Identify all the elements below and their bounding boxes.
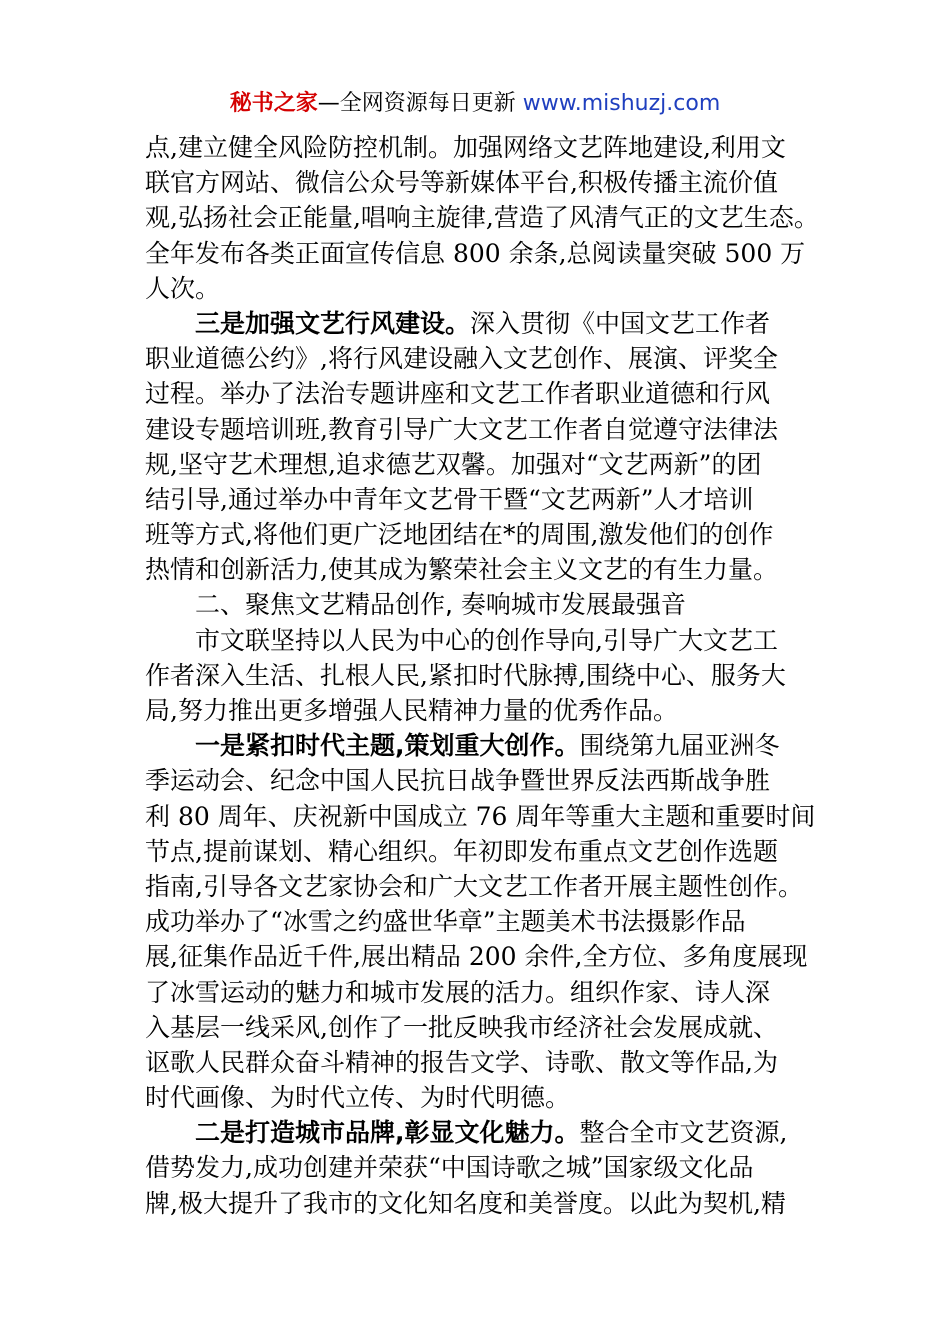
text-run: 成功举办了“冰雪之约盛世华章”主题美术书法摄影作品 xyxy=(145,907,746,937)
text-line xyxy=(145,658,813,693)
text-run: 时代画像、为时代立传、为时代明德。 xyxy=(145,1083,571,1113)
header-brand: 秘书之家 xyxy=(229,91,318,116)
text-line xyxy=(145,376,813,411)
text-run: 深入贯彻《中国文艺工作者 xyxy=(470,308,771,338)
text-line xyxy=(145,799,816,834)
text-line xyxy=(145,1080,813,1115)
text-run: 观,弘扬社会正能量,唱响主旋律,营造了风清气正的文艺生态。 xyxy=(145,203,819,233)
text-line xyxy=(145,552,813,587)
text-run: 讴歌人民群众奋斗精神的报告文学、诗歌、散文等作品,为 xyxy=(145,1047,778,1077)
text-run: 结引导,通过举办中青年文艺骨干暨“文艺两新”人才培训 xyxy=(145,484,754,514)
bold-lead-phrase: 一是紧扣时代主题,策划重大创作。 xyxy=(195,731,580,761)
bold-lead-phrase: 二是打造城市品牌,彰显文化魅力。 xyxy=(195,1118,580,1148)
text-run: 借势发力,成功创建并荣获“中国诗歌之城”国家级文化品 xyxy=(145,1153,754,1183)
text-run: 整合全市文艺资源, xyxy=(579,1118,788,1148)
text-run: 了冰雪运动的魅力和城市发展的活力。组织作家、诗人深 xyxy=(145,977,771,1007)
text-run: 二、聚焦文艺精品创作, 奏响城市发展最强音 xyxy=(195,590,686,620)
text-run: 季运动会、纪念中国人民抗日战争暨世界反法西斯战争胜 xyxy=(145,766,771,796)
text-run: 入基层一线采风,创作了一批反映我市经济社会发展成就、 xyxy=(145,1012,778,1042)
text-run: 作者深入生活、扎根人民,紧扣时代脉搏,围绕中心、服务大 xyxy=(145,660,786,690)
text-line xyxy=(145,693,813,728)
text-run: 职业道德公约》,将行风建设融入文艺创作、展演、评奖全 xyxy=(145,344,778,374)
text-line xyxy=(145,236,813,271)
text-line xyxy=(145,834,813,869)
text-line xyxy=(145,165,813,200)
text-line xyxy=(145,306,813,341)
text-line xyxy=(145,1186,813,1221)
text-line xyxy=(145,341,813,376)
text-line xyxy=(145,1115,813,1150)
text-run: 班等方式,将他们更广泛地团结在*的周围,激发他们的创作 xyxy=(145,520,774,550)
section-heading xyxy=(145,587,813,622)
text-run: 热情和创新活力,使其成为繁荣社会主义文艺的有生力量。 xyxy=(145,555,778,585)
document-body xyxy=(145,130,819,1221)
text-run: 展,征集作品近千件,展出精品 200 余件,全方位、多角度展现 xyxy=(145,942,808,972)
page-header xyxy=(0,88,950,120)
text-run: 利 80 周年、庆祝新中国成立 76 周年等重大主题和重要时间 xyxy=(145,801,816,831)
text-line xyxy=(145,1045,813,1080)
text-line xyxy=(145,517,813,552)
text-line xyxy=(145,975,813,1010)
header-url[interactable]: www.mishuzj.com xyxy=(522,91,721,116)
text-line xyxy=(145,904,813,939)
text-run: 过程。举办了法治专题讲座和文艺工作者职业道德和行风 xyxy=(145,379,771,409)
text-run: 牌,极大提升了我市的文化知名度和美誉度。以此为契机,精 xyxy=(145,1188,786,1218)
text-line xyxy=(145,869,813,904)
text-line xyxy=(145,1010,813,1045)
text-run: 联官方网站、微信公众号等新媒体平台,积极传播主流价值 xyxy=(145,168,778,198)
text-run: 市文联坚持以人民为中心的创作导向,引导广大文艺工 xyxy=(195,625,778,655)
text-run: 全年发布各类正面宣传信息 800 余条,总阅读量突破 500 万 xyxy=(145,238,806,268)
text-run: 点,建立健全风险防控机制。加强网络文艺阵地建设,利用文 xyxy=(145,133,786,162)
text-line xyxy=(145,728,813,763)
text-line xyxy=(145,447,813,482)
text-line xyxy=(145,130,813,165)
text-run: 节点,提前谋划、精心组织。年初即发布重点文艺创作选题 xyxy=(145,836,778,866)
text-run: 建设专题培训班,教育引导广大文艺工作者自觉遵守法律法 xyxy=(145,414,778,444)
text-run: 人次。 xyxy=(145,273,221,303)
text-run: 局,努力推出更多增强人民精神力量的优秀作品。 xyxy=(145,696,678,725)
text-line xyxy=(145,763,813,798)
text-line xyxy=(145,1150,813,1185)
text-line xyxy=(145,623,813,658)
text-line xyxy=(145,939,813,974)
text-line xyxy=(145,271,813,306)
text-run: 围绕第九届亚洲冬 xyxy=(579,731,780,761)
header-tagline: —全网资源每日更新 xyxy=(317,91,523,116)
text-run: 指南,引导各文艺家协会和广大文艺工作者开展主题性创作。 xyxy=(145,871,803,901)
text-line xyxy=(145,412,813,447)
text-run: 规,坚守艺术理想,追求德艺双馨。加强对“文艺两新”的团 xyxy=(145,449,762,479)
bold-lead-phrase: 三是加强文艺行风建设。 xyxy=(195,308,471,338)
text-line xyxy=(145,482,813,517)
text-line xyxy=(145,200,819,235)
